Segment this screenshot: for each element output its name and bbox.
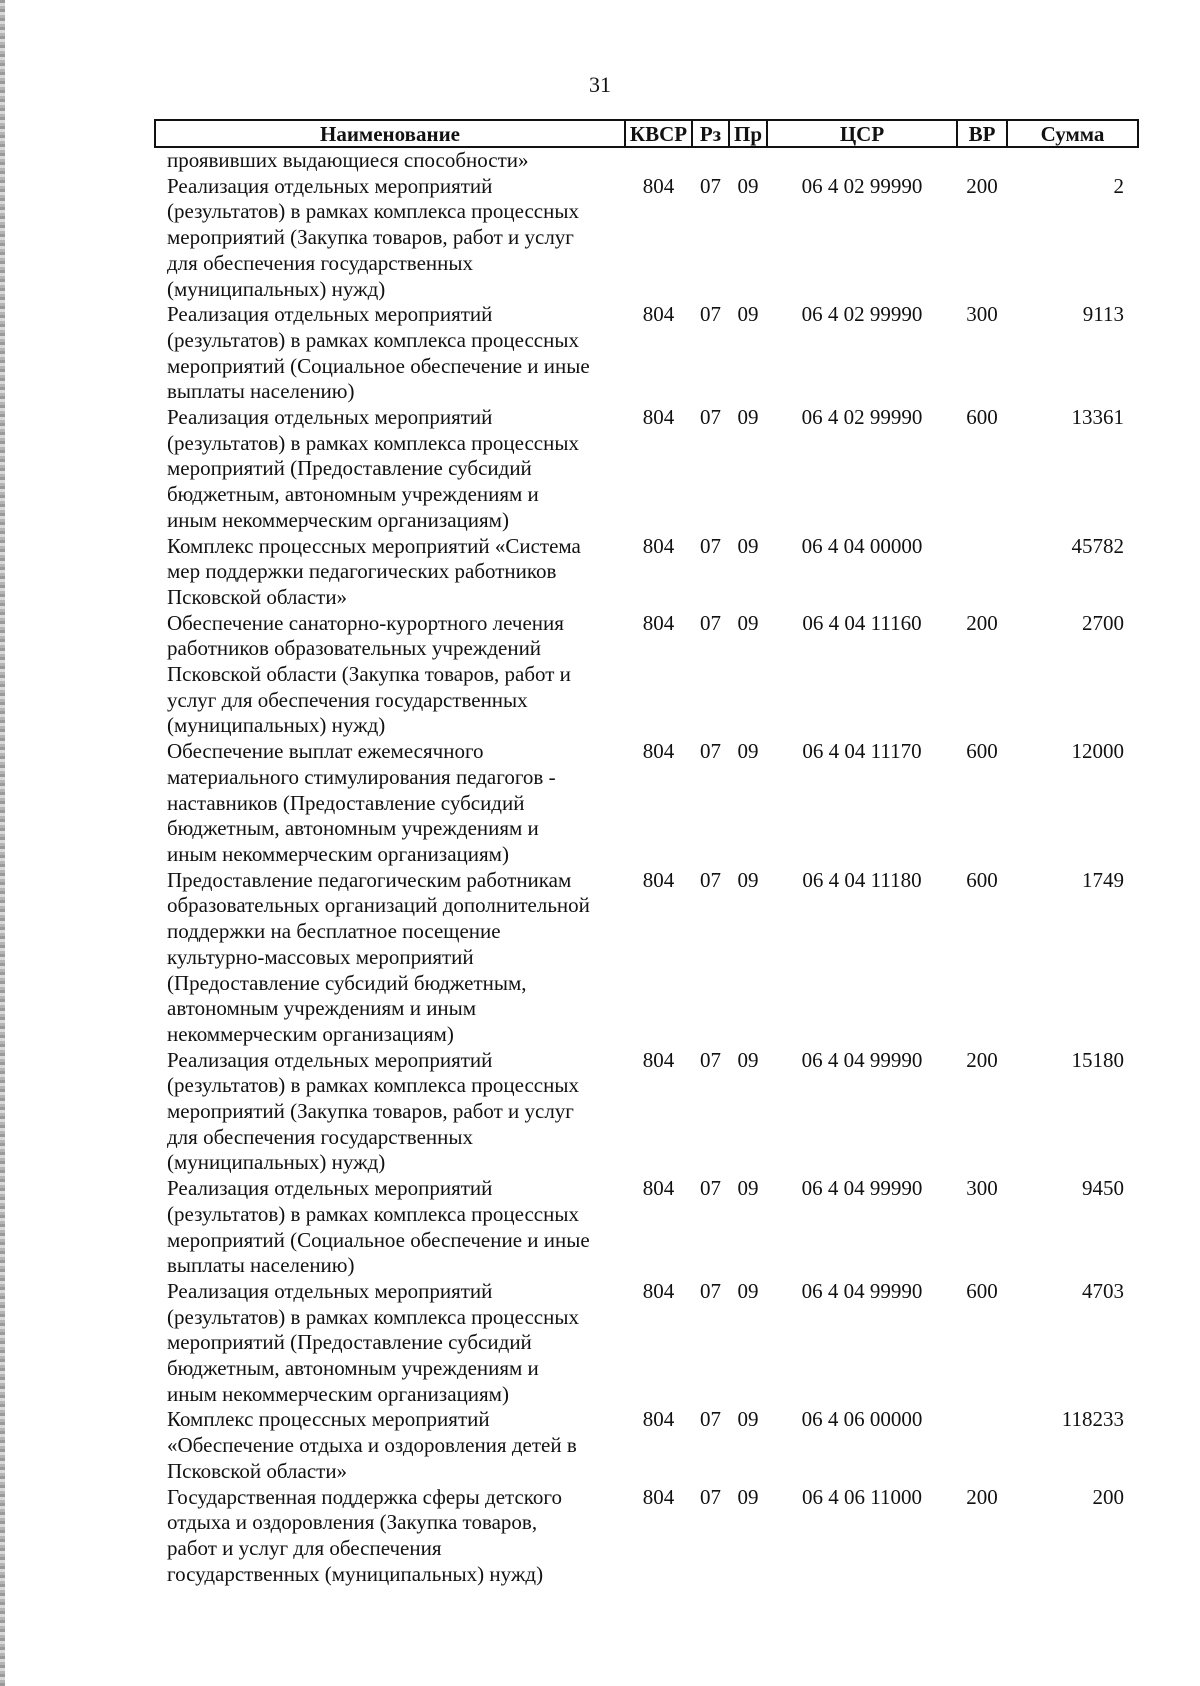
cell-pr: 09	[737, 173, 759, 198]
cell-rz: 07	[700, 1407, 721, 1432]
table-row	[155, 739, 1138, 868]
name-line: Реализация отдельных мероприятий	[167, 302, 493, 327]
table-row	[155, 1485, 1138, 1588]
cell-kvsr: 804	[642, 405, 675, 430]
cell-rz: 07	[700, 1047, 721, 1072]
name-line: государственных (муниципальных) нужд)	[167, 1561, 544, 1586]
table-row	[155, 1407, 1138, 1484]
cell-kvsr: 804	[642, 1484, 675, 1509]
cell-sum: 9450	[1082, 1176, 1124, 1201]
name-line: наставников (Предоставление субсидий	[167, 790, 525, 815]
name-line: (результатов) в рамках комплекса процессных	[167, 1073, 579, 1098]
cell-name	[155, 1048, 625, 1177]
cell-rz: 07	[700, 533, 721, 558]
name-line: проявивших выдающиеся способности»	[167, 148, 529, 172]
budget-table	[154, 119, 1139, 1587]
cell-csr: 06 4 04 11180	[802, 867, 922, 892]
cell-rz: 07	[700, 1278, 721, 1303]
name-line: услуг для обеспечения государственных	[167, 687, 528, 712]
cell-sum: 2	[1113, 173, 1124, 198]
header-name: Наименование	[155, 120, 625, 147]
cell-csr: 06 4 04 11160	[802, 610, 922, 635]
cell-vr	[957, 147, 1007, 174]
cell-csr	[767, 147, 957, 174]
cell-pr: 09	[737, 1484, 759, 1509]
name-line: образовательных организаций дополнительной	[167, 893, 590, 918]
cell-vr	[957, 534, 1007, 611]
cell-sum: 118233	[1061, 1407, 1124, 1432]
name-line: мероприятий (Социальное обеспечение и иные	[167, 1227, 590, 1252]
cell-pr	[729, 147, 767, 174]
cell-name	[155, 534, 625, 611]
name-line: работников образовательных учреждений	[167, 636, 542, 661]
name-line: Государственная поддержка сферы детского	[167, 1484, 563, 1509]
name-line: (результатов) в рамках комплекса процессных	[167, 1304, 579, 1329]
cell-sum: 45782	[1071, 533, 1124, 558]
cell-csr: 06 4 02 99990	[801, 173, 923, 198]
cell-vr	[957, 1407, 1007, 1484]
table-row	[155, 868, 1138, 1048]
table-header	[155, 120, 1138, 147]
scan-edge	[0, 0, 5, 1686]
cell-pr: 09	[737, 610, 759, 635]
name-line: материального стимулирования педагогов -	[167, 764, 556, 789]
cell-kvsr: 804	[642, 173, 675, 198]
cell-csr: 06 4 06 00000	[801, 1407, 923, 1432]
cell-pr: 09	[737, 1278, 759, 1303]
name-line: выплаты населению)	[167, 379, 355, 404]
header-vr: ВР	[957, 120, 1007, 147]
table-row	[155, 1048, 1138, 1177]
name-line: культурно-массовых мероприятий	[167, 944, 474, 969]
table-row	[155, 174, 1138, 303]
cell-kvsr: 804	[642, 533, 675, 558]
table-row	[155, 302, 1138, 405]
cell-name	[155, 1279, 625, 1408]
table-row	[155, 147, 1138, 174]
name-line: мероприятий (Предоставление субсидий	[167, 456, 532, 481]
name-line: (муниципальных) нужд)	[167, 713, 386, 738]
cell-kvsr: 804	[642, 1278, 675, 1303]
name-line: мероприятий (Предоставление субсидий	[167, 1330, 532, 1355]
name-line: Реализация отдельных мероприятий	[167, 1047, 493, 1072]
cell-name	[155, 868, 625, 1048]
cell-name	[155, 174, 625, 303]
cell-vr: 200	[966, 1484, 998, 1509]
table-row	[155, 611, 1138, 740]
name-line: Псковской области»	[167, 584, 348, 609]
cell-sum: 9113	[1082, 302, 1124, 327]
cell-csr: 06 4 02 99990	[801, 302, 923, 327]
cell-sum: 4703	[1082, 1278, 1124, 1303]
cell-csr: 06 4 04 99990	[801, 1176, 923, 1201]
header-csr: ЦСР	[767, 120, 957, 147]
cell-rz: 07	[700, 1176, 721, 1201]
cell-rz: 07	[700, 173, 721, 198]
name-line: бюджетным, автономным учреждениям и	[167, 1356, 539, 1381]
cell-sum: 15180	[1071, 1047, 1124, 1072]
cell-rz: 07	[700, 1484, 721, 1509]
cell-pr: 09	[737, 1407, 759, 1432]
cell-vr: 200	[966, 610, 998, 635]
name-line: бюджетным, автономным учреждениям и	[167, 816, 539, 841]
page-number: 31	[589, 72, 611, 97]
cell-rz: 07	[700, 405, 721, 430]
cell-sum: 12000	[1071, 739, 1124, 764]
cell-pr: 09	[737, 739, 759, 764]
name-line: (муниципальных) нужд)	[167, 1150, 386, 1175]
name-line: (результатов) в рамках комплекса процессных	[167, 199, 579, 224]
cell-kvsr: 804	[642, 1407, 675, 1432]
cell-vr: 300	[966, 1176, 998, 1201]
name-line: автономным учреждениям и иным	[167, 996, 477, 1021]
name-line: (результатов) в рамках комплекса процессных	[167, 430, 579, 455]
cell-name	[155, 611, 625, 740]
cell-csr: 06 4 04 99990	[801, 1047, 923, 1072]
name-line: Обеспечение выплат ежемесячного	[167, 739, 484, 764]
name-line: поддержки на бесплатное посещение	[167, 919, 501, 944]
cell-pr: 09	[737, 533, 759, 558]
name-line: работ и услуг для обеспечения	[167, 1535, 442, 1560]
cell-sum: 13361	[1071, 405, 1124, 430]
table-row	[155, 534, 1138, 611]
cell-kvsr: 804	[642, 302, 675, 327]
cell-vr: 600	[966, 405, 998, 430]
cell-name	[155, 405, 625, 534]
cell-vr: 200	[966, 173, 998, 198]
name-line: «Обеспечение отдыха и оздоровления детей в	[167, 1433, 577, 1458]
cell-name	[155, 739, 625, 868]
name-line: Предоставление педагогическим работникам	[167, 867, 572, 892]
cell-name	[155, 302, 625, 405]
name-line: Псковской области»	[167, 1458, 348, 1483]
table-row	[155, 1176, 1138, 1279]
cell-kvsr: 804	[642, 1047, 675, 1072]
cell-sum	[1007, 147, 1138, 174]
name-line: (результатов) в рамках комплекса процессных	[167, 1201, 579, 1226]
cell-rz: 07	[700, 302, 721, 327]
cell-vr: 600	[966, 1278, 998, 1303]
cell-pr: 09	[737, 1047, 759, 1072]
name-line: мероприятий (Социальное обеспечение и иные	[167, 353, 590, 378]
name-line: бюджетным, автономным учреждениям и	[167, 482, 539, 507]
table-row	[155, 1279, 1138, 1408]
table-row	[155, 405, 1138, 534]
cell-kvsr: 804	[642, 739, 675, 764]
name-line: Псковской области (Закупка товаров, работ и	[167, 662, 571, 687]
name-line: (результатов) в рамках комплекса процессных	[167, 327, 579, 352]
name-line: отдыха и оздоровления (Закупка товаров,	[167, 1510, 538, 1535]
cell-rz: 07	[700, 739, 721, 764]
name-line: иным некоммерческим организациям)	[167, 1381, 509, 1406]
name-line: иным некоммерческим организациям)	[167, 507, 509, 532]
cell-name	[155, 147, 625, 174]
cell-name	[155, 1407, 625, 1484]
cell-rz: 07	[700, 610, 721, 635]
cell-csr: 06 4 04 99990	[801, 1278, 923, 1303]
cell-pr: 09	[737, 405, 759, 430]
name-line: мероприятий (Закупка товаров, работ и услуг	[167, 1099, 574, 1124]
cell-pr: 09	[737, 302, 759, 327]
cell-csr: 06 4 06 11000	[802, 1484, 922, 1509]
name-line: (Предоставление субсидий бюджетным,	[167, 970, 527, 995]
cell-kvsr: 804	[642, 1176, 675, 1201]
name-line: Реализация отдельных мероприятий	[167, 1176, 493, 1201]
table-body	[155, 147, 1138, 1587]
name-line: (муниципальных) нужд)	[167, 276, 386, 301]
name-line: мероприятий (Закупка товаров, работ и услуг	[167, 225, 574, 250]
cell-vr: 600	[966, 739, 998, 764]
cell-name	[155, 1485, 625, 1588]
name-line: иным некоммерческим организациям)	[167, 841, 509, 866]
cell-sum: 1749	[1082, 867, 1124, 892]
name-line: выплаты населению)	[167, 1253, 355, 1278]
cell-rz: 07	[700, 867, 721, 892]
name-line: мер поддержки педагогических работников	[167, 559, 557, 584]
cell-kvsr	[625, 147, 692, 174]
name-line: Реализация отдельных мероприятий	[167, 173, 493, 198]
header-rz: Рз	[692, 120, 729, 147]
cell-csr: 06 4 02 99990	[801, 405, 923, 430]
name-line: для обеспечения государственных	[167, 250, 473, 275]
name-line: Комплекс процессных мероприятий	[167, 1407, 490, 1432]
cell-name	[155, 1176, 625, 1279]
cell-sum: 2700	[1082, 610, 1124, 635]
name-line: Реализация отдельных мероприятий	[167, 405, 493, 430]
header-kvsr: КВСР	[625, 120, 692, 147]
header-sum: Сумма	[1007, 120, 1138, 147]
cell-kvsr: 804	[642, 867, 675, 892]
name-line: Обеспечение санаторно-курортного лечения	[167, 610, 564, 635]
cell-sum: 200	[1092, 1484, 1124, 1509]
name-line: Комплекс процессных мероприятий «Система	[167, 533, 581, 558]
cell-pr: 09	[737, 1176, 759, 1201]
cell-vr: 600	[966, 867, 998, 892]
name-line: Реализация отдельных мероприятий	[167, 1278, 493, 1303]
cell-csr: 06 4 04 00000	[801, 533, 923, 558]
cell-pr: 09	[737, 867, 759, 892]
cell-kvsr: 804	[642, 610, 675, 635]
cell-vr: 300	[966, 302, 998, 327]
name-line: некоммерческим организациям)	[167, 1021, 454, 1046]
name-line: для обеспечения государственных	[167, 1124, 473, 1149]
cell-vr: 200	[966, 1047, 998, 1072]
header-pr: Пр	[729, 120, 767, 147]
cell-csr: 06 4 04 11170	[802, 739, 922, 764]
cell-rz	[692, 147, 729, 174]
